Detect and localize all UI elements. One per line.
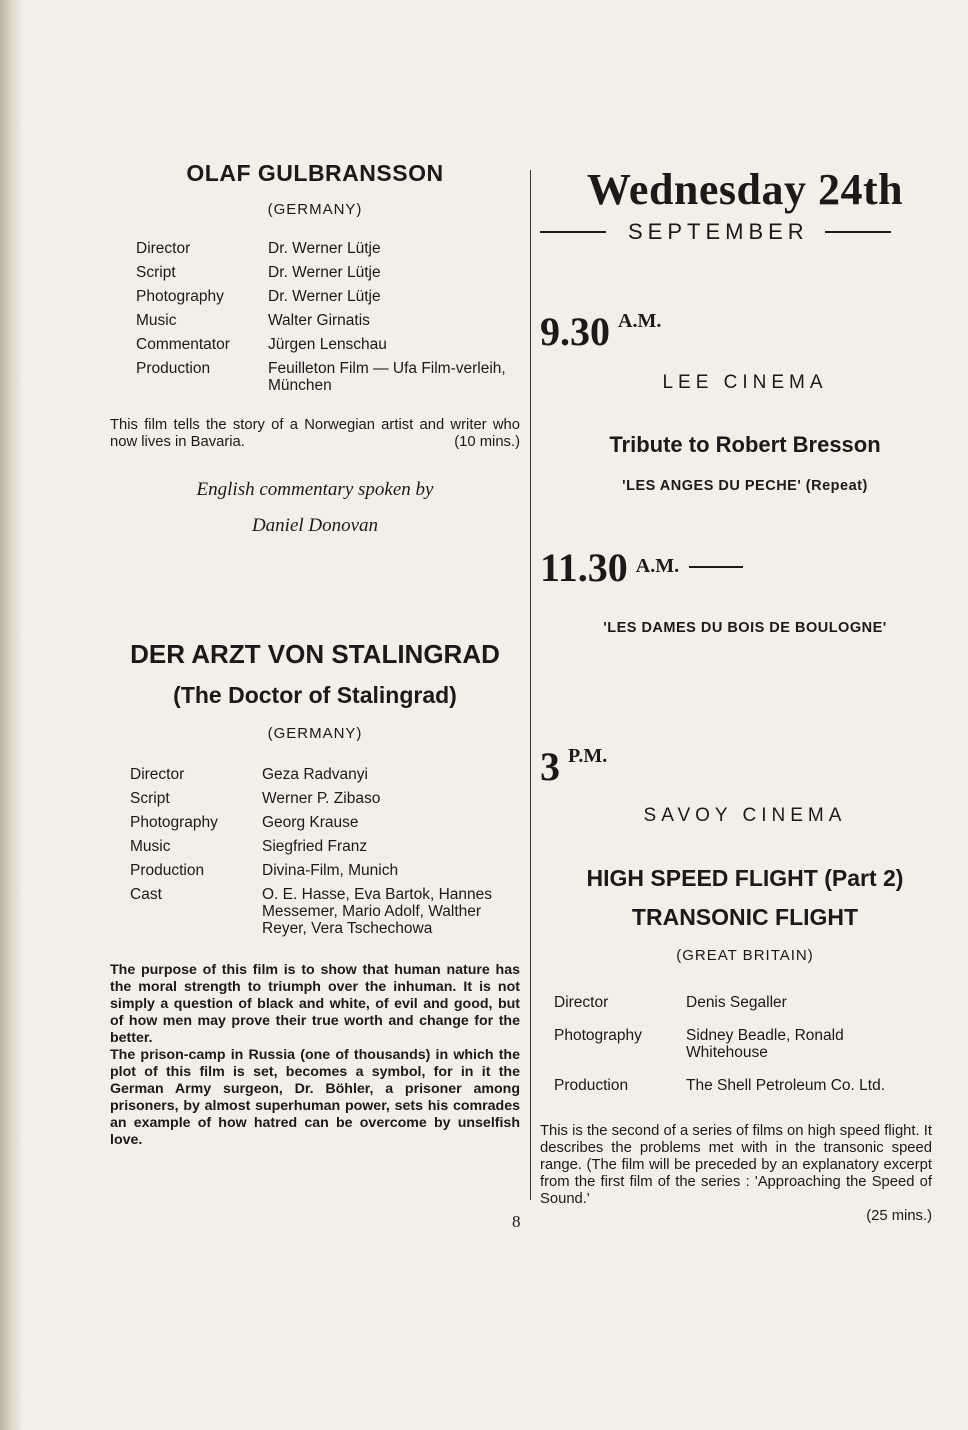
- rule-left: [540, 231, 606, 233]
- film2-synopsis-p1: The purpose of this film is to show that human nature has the moral strength to triumph over the inhuman. It is not simply a question of black and white, of evil and good, but of how men may prove their true worth and change for the better.: [110, 962, 520, 1046]
- slot3-time: 3 $^{P.M.}$: [540, 744, 608, 789]
- film1-title: OLAF GULBRANSSON: [186, 160, 444, 186]
- left-column: [110, 150, 520, 1149]
- slot1-venue: LEE CINEMA: [662, 372, 828, 393]
- film1-credits: [136, 240, 516, 401]
- credit-row: Photography Sidney Beadle, Ronald Whitehouse: [554, 1027, 844, 1061]
- credit-row: Music Walter Girnatis: [136, 312, 370, 329]
- slot3-venue: SAVOY CINEMA: [643, 805, 847, 826]
- film2-country: (GERMANY): [267, 725, 363, 742]
- credit-row: Director Denis Segaller: [554, 994, 787, 1011]
- commentary-line-2: Daniel Donovan: [251, 515, 379, 536]
- slot2-film: 'LES DAMES DU BOIS DE BOULOGNE': [603, 620, 887, 636]
- slot1-program: Tribute to Robert Bresson: [609, 432, 881, 457]
- credit-row: Music Siegfried Franz: [130, 838, 368, 855]
- film2-credits: [130, 766, 510, 944]
- slot1-time: 9.30 $^{A.M.}$: [540, 309, 662, 354]
- film1-synopsis: This film tells the story of a Norwegian artist and writer who now lives in Bavaria. (10 mins.): [110, 417, 520, 450]
- credit-row: Photography Georg Krause: [130, 814, 359, 831]
- slot3-duration: (25 mins.): [866, 1208, 932, 1224]
- film2-subtitle: (The Doctor of Stalingrad): [173, 682, 457, 708]
- credit-row: Commentator Jürgen Lenschau: [136, 336, 387, 353]
- slot3-title1: HIGH SPEED FLIGHT (Part 2): [586, 865, 904, 891]
- credit-row: Production Feuilleton Film — Ufa Film-verleih, München: [136, 360, 506, 394]
- credit-row: Production The Shell Petroleum Co. Ltd.: [554, 1077, 886, 1094]
- credit-row: Script Werner P. Zibaso: [130, 790, 381, 807]
- rule-right: [825, 231, 891, 233]
- commentary-line-1: English commentary spoken by: [196, 479, 434, 500]
- credit-row: Production Divina-Film, Munich: [130, 862, 399, 879]
- month-heading: [540, 219, 950, 245]
- credit-row: Photography Dr. Werner Lütje: [136, 288, 381, 305]
- credit-row: Script Dr. Werner Lütje: [136, 264, 381, 281]
- slot2-time: 11.30 A.M.: [540, 548, 950, 588]
- slot3-credits: [554, 994, 914, 1101]
- slot1-film: 'LES ANGES DU PECHE' (Repeat): [622, 478, 868, 494]
- film2-synopsis-p2: The prison-camp in Russia (one of thousands) in which the plot of this film is set, becomes a symbol, for in it the German Army surgeon, Dr. Böhler, a prisoner among prisoners, by almost superhuman power, sets his comrades an example of how hatred can be overcome by unselfish love.: [110, 1047, 520, 1148]
- column-divider: [530, 170, 531, 1200]
- page-binding-edge: [0, 0, 22, 1430]
- page-number: 8: [512, 1212, 521, 1231]
- credit-row: Cast O. E. Hasse, Eva Bartok, Hannes Messemer, Mario Adolf, Walther Reyer, Vera Tschechowa: [130, 886, 493, 937]
- credit-row: Director Dr. Werner Lütje: [136, 240, 381, 257]
- right-column: [540, 150, 950, 1224]
- film1-country: (GERMANY): [267, 201, 363, 218]
- slot3-country: (GREAT BRITAIN): [676, 947, 814, 964]
- credit-row: Director Geza Radvanyi: [130, 766, 368, 783]
- slot3-title2: TRANSONIC FLIGHT: [631, 904, 859, 930]
- slot2-rule: [689, 566, 743, 568]
- slot3-synopsis: This is the second of a series of films on high speed flight. It describes the problems met with in the transonic speed range. (The film will be preceded by an explanatory excerpt from the first film of the series : 'Approaching the Speed of Sound.': [540, 1123, 932, 1207]
- day-heading: Wednesday 24th: [586, 165, 904, 214]
- film2-title: DER ARZT VON STALINGRAD: [130, 639, 500, 669]
- film1-duration: (10 mins.): [454, 434, 520, 450]
- month-label: SEPTEMBER: [628, 219, 809, 244]
